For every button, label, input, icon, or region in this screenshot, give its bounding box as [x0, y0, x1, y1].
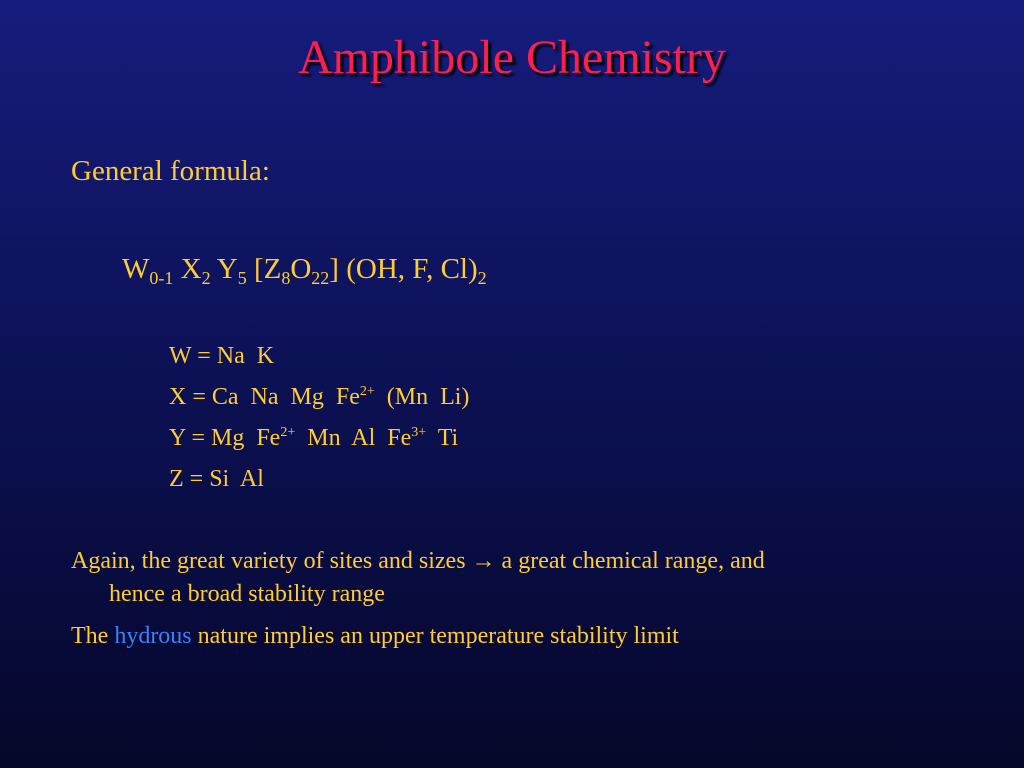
- site-y-sup-1: 2+: [280, 425, 296, 440]
- site-x-row: [169, 382, 469, 423]
- variety-text-line-2: hence a broad stability range: [109, 581, 385, 607]
- slide-title: Amphibole Chemistry: [298, 31, 726, 84]
- hydrous-highlight: hydrous: [114, 623, 192, 649]
- formula-x: X: [180, 253, 202, 285]
- formula-y: Y: [216, 253, 238, 285]
- general-formula-label: General formula:: [71, 155, 270, 187]
- formula-close-bracket: ]: [329, 253, 339, 285]
- site-w-row: [169, 341, 469, 382]
- site-x-text: X = Ca Na Mg Fe: [169, 384, 360, 410]
- variety-text-end: a great chemical range, and: [501, 548, 765, 574]
- hydrous-text-start: The: [71, 623, 109, 649]
- hydrous-paragraph: [71, 620, 971, 653]
- site-y-mid: Mn Al Fe: [295, 425, 412, 451]
- site-w-text: W = Na K: [169, 343, 275, 369]
- site-y-row: [169, 423, 469, 464]
- variety-text-start: Again, the great variety of sites and sizes: [71, 548, 466, 574]
- site-x-sup: 2+: [359, 384, 375, 399]
- formula-anion-sub: 2: [477, 268, 487, 288]
- site-y-sup-2: 3+: [411, 425, 427, 440]
- formula-w-sub: 0-1: [149, 268, 174, 288]
- arrow-icon: →: [471, 548, 496, 574]
- site-z-row: [169, 464, 469, 505]
- general-formula: [122, 254, 487, 286]
- hydrous-text-end: nature implies an upper temperature stability limit: [197, 623, 679, 649]
- formula-o-sub: 22: [311, 268, 330, 288]
- formula-anion: (OH, F, Cl): [346, 253, 478, 285]
- variety-paragraph: [71, 545, 971, 611]
- formula-z: [Z: [253, 253, 282, 285]
- site-y-suffix: Ti: [426, 425, 459, 451]
- formula-w: W: [122, 253, 150, 285]
- site-z-text: Z = Si Al: [169, 466, 264, 492]
- site-definitions: [169, 341, 469, 505]
- formula-x-sub: 2: [201, 268, 211, 288]
- formula-y-sub: 5: [237, 268, 247, 288]
- site-y-text: Y = Mg Fe: [169, 425, 281, 451]
- site-x-suffix: (Mn Li): [374, 384, 470, 410]
- formula-z-sub: 8: [281, 268, 291, 288]
- formula-o: O: [290, 253, 312, 285]
